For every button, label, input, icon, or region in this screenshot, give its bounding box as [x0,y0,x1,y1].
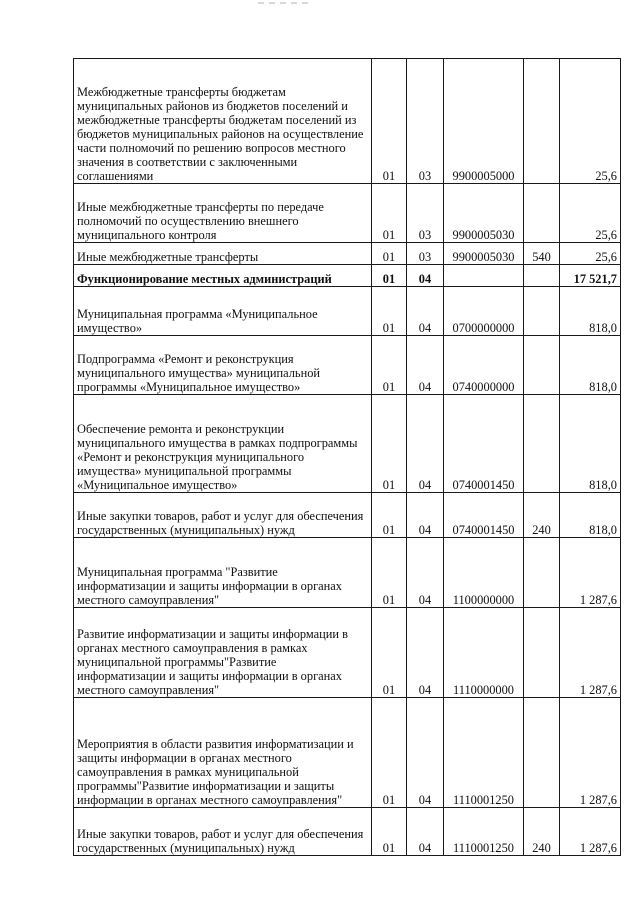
row-target-article: 0740001450 [444,493,524,538]
row-name: Подпрограмма «Ремонт и реконструкция муниципального имущества» муниципальной программы «Муниципальное имущество» [74,336,372,395]
scan-smudge [258,2,308,4]
row-subsection: 04 [407,265,444,287]
row-section: 01 [372,265,407,287]
row-name: Иные межбюджетные трансферты [74,243,372,265]
row-section: 01 [372,336,407,395]
row-target-article: 1100000000 [444,538,524,608]
table-row [74,184,621,243]
row-expense-type: 540 [524,243,560,265]
row-section: 01 [372,698,407,808]
row-name: Обеспечение ремонта и реконструкции муниципального имущества в рамках подпрограммы «Ремонт и реконструкция муниципального имущества» муниципальной программы «Муниципальное имущество» [74,395,372,493]
row-name: Иные закупки товаров, работ и услуг для обеспечения государственных (муниципальных) нужд [74,808,372,856]
row-section: 01 [372,287,407,336]
row-expense-type [524,287,560,336]
row-target-article: 9900005030 [444,243,524,265]
row-target-article: 0740000000 [444,336,524,395]
row-target-article: 0740001450 [444,395,524,493]
row-section: 01 [372,395,407,493]
row-target-article: 1110001250 [444,808,524,856]
row-expense-type [524,698,560,808]
row-expense-type [524,265,560,287]
row-expense-type: 240 [524,493,560,538]
row-subsection: 04 [407,287,444,336]
row-target-article: 0700000000 [444,287,524,336]
row-section: 01 [372,808,407,856]
row-section: 01 [372,538,407,608]
row-amount: 818,0 [560,395,621,493]
table-row [74,698,621,808]
row-expense-type [524,395,560,493]
row-subsection: 04 [407,808,444,856]
row-target-article: 9900005000 [444,59,524,184]
row-subsection: 03 [407,59,444,184]
table-row [74,265,621,287]
row-amount: 25,6 [560,184,621,243]
row-section: 01 [372,493,407,538]
budget-table [73,58,621,856]
row-section: 01 [372,243,407,265]
table-row [74,808,621,856]
row-amount: 1 287,6 [560,608,621,698]
table-row [74,59,621,184]
row-section: 01 [372,184,407,243]
row-target-article [444,265,524,287]
row-subsection: 03 [407,184,444,243]
row-name: Межбюджетные трансферты бюджетам муниципальных районов из бюджетов поселений и межбюджетные трансферты бюджетам поселений из бюджетов муниципальных районов на осуществление части полномочий по решению вопросов местного значения в соответствии с заключенными соглашениями [74,59,372,184]
row-amount: 17 521,7 [560,265,621,287]
row-subsection: 04 [407,698,444,808]
row-name: Муниципальная программа «Муниципальное имущество» [74,287,372,336]
row-expense-type [524,608,560,698]
row-expense-type [524,184,560,243]
row-subsection: 04 [407,395,444,493]
table-row [74,538,621,608]
table-row [74,395,621,493]
row-amount: 1 287,6 [560,538,621,608]
row-expense-type: 240 [524,808,560,856]
row-subsection: 03 [407,243,444,265]
row-amount: 818,0 [560,336,621,395]
row-name: Функционирование местных администраций [74,265,372,287]
row-amount: 1 287,6 [560,698,621,808]
row-name: Мероприятия в области развития информатизации и защиты информации в органах местного самоуправления в рамках муниципальной программы"Развитие информатизации и защиты информации в органах местного самоуправления" [74,698,372,808]
row-target-article: 1110001250 [444,698,524,808]
row-amount: 818,0 [560,287,621,336]
row-subsection: 04 [407,336,444,395]
row-subsection: 04 [407,493,444,538]
row-name: Развитие информатизации и защиты информации в органах местного самоуправления в рамках муниципальной программы"Развитие информатизации и защиты информации в органах местного самоуправления" [74,608,372,698]
row-subsection: 04 [407,608,444,698]
table-row [74,287,621,336]
row-name: Иные межбюджетные трансферты по передаче полномочий по осуществлению внешнего муниципального контроля [74,184,372,243]
table-row [74,608,621,698]
table-row [74,336,621,395]
row-name: Муниципальная программа "Развитие информатизации и защиты информации в органах местного самоуправления" [74,538,372,608]
row-expense-type [524,59,560,184]
row-expense-type [524,336,560,395]
table-row [74,243,621,265]
row-target-article: 9900005030 [444,184,524,243]
row-section: 01 [372,608,407,698]
row-amount: 1 287,6 [560,808,621,856]
row-amount: 818,0 [560,493,621,538]
row-section: 01 [372,59,407,184]
row-expense-type [524,538,560,608]
row-name: Иные закупки товаров, работ и услуг для обеспечения государственных (муниципальных) нужд [74,493,372,538]
row-subsection: 04 [407,538,444,608]
row-amount: 25,6 [560,59,621,184]
table-row [74,493,621,538]
row-target-article: 1110000000 [444,608,524,698]
row-amount: 25,6 [560,243,621,265]
